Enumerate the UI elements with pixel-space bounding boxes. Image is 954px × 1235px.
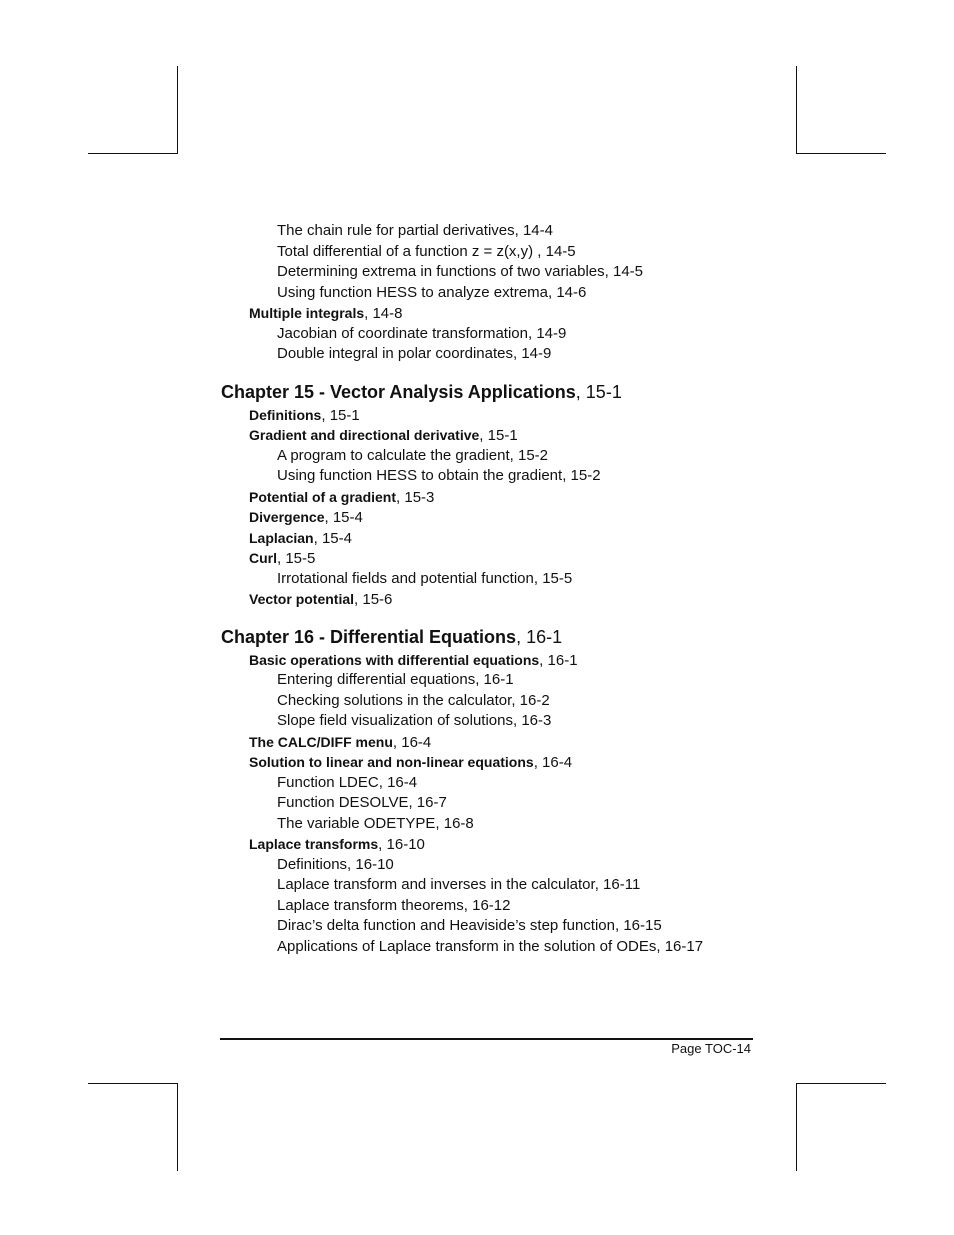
toc-entry-title: Solution to linear and non-linear equations xyxy=(249,754,534,770)
chapter-16-heading[interactable]: Chapter 16 - Differential Equations, 16-1 xyxy=(221,626,563,647)
toc-entry-page: 15-4 xyxy=(332,509,363,526)
toc-entry-page: 16-7 xyxy=(416,794,447,811)
toc-entry-title: Gradient and directional derivative xyxy=(249,427,480,443)
toc-entry-page: 16-4 xyxy=(542,754,573,771)
crop-mark-top-right-horizontal xyxy=(796,153,886,154)
toc-entry-page: 16-1 xyxy=(547,651,578,669)
table-of-contents xyxy=(221,221,761,957)
toc-subsection-entry[interactable]: Checking solutions in the calculator, 16-2 xyxy=(277,691,550,709)
toc-entry-page: 16-10 xyxy=(386,836,425,853)
toc-entry-page: 16-3 xyxy=(521,712,552,729)
crop-mark-top-right-vertical xyxy=(796,66,797,154)
toc-entry-page: 16-15 xyxy=(623,917,662,934)
toc-entry-page: 15-3 xyxy=(404,488,435,506)
toc-entry-title: Vector potential xyxy=(249,591,355,607)
toc-entry-page: 15-2 xyxy=(517,446,549,464)
toc-entry-page: 15-1 xyxy=(487,427,518,444)
toc-subsection-entry[interactable]: The variable ODETYPE, 16-8 xyxy=(277,814,474,832)
toc-subsection-entry[interactable]: Function DESOLVE, 16-7 xyxy=(277,794,447,811)
toc-entry-title: Basic operations with differential equations xyxy=(249,651,540,668)
toc-entry-title: A program to calculate the gradient xyxy=(277,446,510,464)
toc-entry-page: 15-4 xyxy=(321,529,352,547)
toc-entry-page: 16-1 xyxy=(483,671,514,688)
toc-entry-page: 14-4 xyxy=(522,222,553,239)
toc-entry-page: 15-5 xyxy=(542,569,573,587)
crop-mark-top-left-vertical xyxy=(177,66,178,154)
toc-continued-section xyxy=(221,221,761,365)
toc-entry-title: Laplace transform and inverses in the calculator xyxy=(277,876,595,893)
crop-mark-bottom-left-horizontal xyxy=(88,1083,178,1084)
chapter-16-page: 16-1 xyxy=(526,626,563,647)
crop-mark-bottom-right-vertical xyxy=(796,1083,797,1171)
toc-entry-page: 14-5 xyxy=(545,242,576,260)
toc-section-entry[interactable]: Divergence, 15-4 xyxy=(249,509,363,526)
toc-entry-title: Potential of a gradient xyxy=(249,488,397,505)
crop-mark-top-left-horizontal xyxy=(88,153,178,154)
toc-entry-page: 15-6 xyxy=(362,591,393,608)
toc-entry-title: Laplace transforms xyxy=(249,836,379,852)
toc-entry-title: Slope field visualization of solutions xyxy=(277,712,513,729)
toc-entry-page: 14-9 xyxy=(536,324,567,342)
toc-subsection-entry[interactable]: Function LDEC, 16-4 xyxy=(277,773,418,791)
toc-subsection-entry[interactable]: Using function HESS to obtain the gradient, 15-2 xyxy=(277,467,601,484)
toc-entry-title: Jacobian of coordinate transformation xyxy=(277,324,528,342)
toc-entry-page: 14-6 xyxy=(556,283,587,301)
toc-entry-title: Definitions xyxy=(277,855,348,873)
toc-entry-title: The variable ODETYPE xyxy=(277,814,436,832)
toc-entry-title: Curl xyxy=(249,550,277,566)
toc-subsection-entry[interactable]: Determining extrema in functions of two variables, 14-5 xyxy=(277,263,644,280)
toc-entry-page: 14-9 xyxy=(521,345,552,362)
toc-section-entry[interactable]: Multiple integrals, 14-8 xyxy=(249,305,403,322)
toc-entry-title: Using function HESS to analyze extrema xyxy=(277,283,548,301)
toc-subsection-entry[interactable]: Laplace transform and inverses in the calculator, 16-11 xyxy=(277,876,641,893)
toc-entry-title: Entering differential equations xyxy=(277,671,476,688)
toc-entry-page: 16-11 xyxy=(603,876,641,893)
toc-entry-page: 14-8 xyxy=(372,305,403,322)
toc-entry-title: Divergence xyxy=(249,509,325,525)
toc-subsection-entry[interactable]: Applications of Laplace transform in the solution of ODEs, 16-17 xyxy=(277,937,704,955)
toc-entry-page: 15-1 xyxy=(329,406,360,424)
toc-entry-title: Multiple integrals xyxy=(249,305,365,321)
toc-entry-title: Determining extrema in functions of two variables xyxy=(277,263,605,280)
toc-section-entry[interactable]: Solution to linear and non-linear equations, 16-4 xyxy=(249,754,573,771)
toc-entry-title: Function LDEC xyxy=(277,773,379,791)
toc-entry-title: Using function HESS to obtain the gradient xyxy=(277,467,563,484)
toc-section-entry[interactable]: Laplace transforms, 16-10 xyxy=(249,836,425,853)
chapter-15-heading[interactable]: Chapter 15 - Vector Analysis Applications, 15-1 xyxy=(221,381,622,402)
toc-section-entry[interactable]: Definitions, 15-1 xyxy=(249,406,360,424)
toc-entry-page: 14-5 xyxy=(613,263,644,280)
toc-entry-title: Checking solutions in the calculator xyxy=(277,691,512,709)
toc-entry-title: Laplacian xyxy=(249,529,314,546)
toc-section-entry[interactable]: Potential of a gradient, 15-3 xyxy=(249,488,435,506)
toc-subsection-entry[interactable]: Total differential of a function z = z(x,y) , 14-5 xyxy=(277,242,576,260)
toc-entry-page: 15-5 xyxy=(285,550,316,567)
toc-subsection-entry[interactable]: The chain rule for partial derivatives, 14-4 xyxy=(277,222,553,239)
toc-section-entry[interactable]: Vector potential, 15-6 xyxy=(249,591,393,608)
crop-mark-bottom-left-vertical xyxy=(177,1083,178,1171)
toc-subsection-entry[interactable]: Dirac’s delta function and Heaviside’s step function, 16-15 xyxy=(277,917,662,934)
chapter-16-title: Chapter 16 - Differential Equations xyxy=(221,626,517,647)
toc-entry-title: Dirac’s delta function and Heaviside’s step function xyxy=(277,917,615,934)
toc-entry-page: 16-4 xyxy=(387,773,418,791)
toc-entry-page: 16-8 xyxy=(443,814,474,832)
toc-entry-title: Irrotational fields and potential function xyxy=(277,569,534,587)
toc-entry-page: 15-2 xyxy=(570,467,601,484)
toc-entry-title: Definitions xyxy=(249,406,322,423)
toc-entry-title: Laplace transform theorems xyxy=(277,896,464,914)
chapter-15-entries xyxy=(221,405,761,610)
toc-entry-page: 16-2 xyxy=(519,691,550,709)
toc-subsection-entry[interactable]: A program to calculate the gradient, 15-2 xyxy=(277,446,549,464)
chapter-16-entries xyxy=(221,650,761,958)
toc-section-entry[interactable]: Gradient and directional derivative, 15-1 xyxy=(249,427,518,444)
toc-subsection-entry[interactable]: Definitions, 16-10 xyxy=(277,855,394,873)
toc-section-entry[interactable]: Curl, 15-5 xyxy=(249,550,316,567)
toc-entry-title: Double integral in polar coordinates xyxy=(277,345,513,362)
toc-subsection-entry[interactable]: Slope field visualization of solutions, 16-3 xyxy=(277,712,552,729)
toc-entry-page: 16-12 xyxy=(472,896,511,914)
page-number: Page TOC-14 xyxy=(671,1041,751,1056)
chapter-15-title: Chapter 15 - Vector Analysis Applications xyxy=(221,381,576,402)
toc-subsection-entry[interactable]: Irrotational fields and potential function, 15-5 xyxy=(277,569,573,587)
toc-subsection-entry[interactable]: Double integral in polar coordinates, 14-9 xyxy=(277,345,552,362)
toc-subsection-entry[interactable]: Laplace transform theorems, 16-12 xyxy=(277,896,511,914)
toc-section-entry[interactable]: The CALC/DIFF menu, 16-4 xyxy=(249,733,432,751)
footer-rule xyxy=(220,1038,753,1040)
toc-entry-page: 16-17 xyxy=(664,937,704,955)
toc-subsection-entry[interactable]: Entering differential equations, 16-1 xyxy=(277,671,514,688)
toc-entry-title: Total differential of a function z = z(x,y) xyxy=(277,242,538,260)
toc-section-entry[interactable]: Laplacian, 15-4 xyxy=(249,529,352,547)
toc-entry-title: The CALC/DIFF menu xyxy=(249,733,393,750)
crop-mark-bottom-right-horizontal xyxy=(796,1083,886,1084)
toc-entry-title: The chain rule for partial derivatives xyxy=(277,222,515,239)
toc-entry-title: Applications of Laplace transform in the solution of ODEs xyxy=(277,937,657,955)
toc-entry-page: 16-4 xyxy=(401,733,432,751)
toc-entry-title: Function DESOLVE xyxy=(277,794,409,811)
chapter-15-page: 15-1 xyxy=(585,381,622,402)
toc-section-entry[interactable]: Basic operations with differential equations, 16-1 xyxy=(249,651,578,669)
toc-entry-page: 16-10 xyxy=(355,855,394,873)
toc-subsection-entry[interactable]: Using function HESS to analyze extrema, 14-6 xyxy=(277,283,587,301)
toc-subsection-entry[interactable]: Jacobian of coordinate transformation, 14-9 xyxy=(277,324,567,342)
